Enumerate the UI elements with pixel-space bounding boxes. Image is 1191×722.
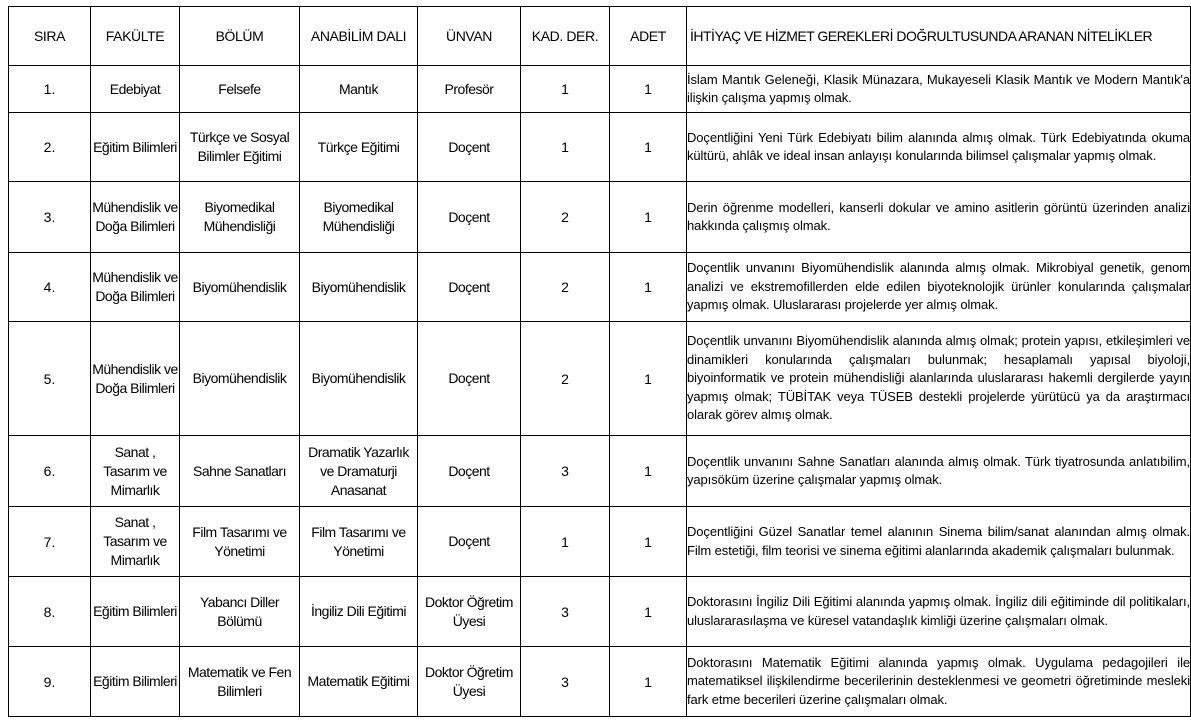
cell-sira: 8. xyxy=(9,577,91,647)
cell-nitelikler: Doçentlik unvanını Biyomühendislik alanında almış olmak. Mikrobiyal genetik, genom analizi ve ekstremofillerden elde edilen biyoteknolojik ürünler konularında çalışmalar yapmış olmak. Uluslararası projelerde yer almış olmak. xyxy=(687,253,1191,322)
cell-adet: 1 xyxy=(610,647,687,717)
cell-sira: 4. xyxy=(9,253,91,322)
table-row xyxy=(9,647,1191,717)
cell-sira: 1. xyxy=(9,66,91,113)
cell-fakulte: Sanat , Tasarım ve Mimarlık xyxy=(91,436,180,507)
cell-sira: 5. xyxy=(9,322,91,436)
cell-fakulte: Eğitim Bilimleri xyxy=(91,647,180,717)
cell-adet: 1 xyxy=(610,436,687,507)
cell-adet: 1 xyxy=(610,507,687,577)
cell-fakulte: Sanat , Tasarım ve Mimarlık xyxy=(91,507,180,577)
cell-unvan: Doçent xyxy=(418,322,521,436)
cell-anabilim-dali: İngiliz Dili Eğitimi xyxy=(300,577,418,647)
cell-kadro-derecesi: 1 xyxy=(521,507,610,577)
header-sira: SIRA xyxy=(9,7,91,66)
cell-fakulte: Eğitim Bilimleri xyxy=(91,113,180,182)
cell-fakulte: Edebiyat xyxy=(91,66,180,113)
cell-fakulte: Mühendislik ve Doğa Bilimleri xyxy=(91,322,180,436)
cell-nitelikler: Doçentliğini Güzel Sanatlar temel alanının Sinema bilim/sanat alanından almış olmak. Film estetiği, film teorisi ve sinema eğitimi alanlarında akademik çalışmaları bulunmak. xyxy=(687,507,1191,577)
cell-kadro-derecesi: 3 xyxy=(521,436,610,507)
cell-nitelikler: Doçentliğini Yeni Türk Edebiyatı bilim alanında almış olmak. Türk Edebiyatında okuma kültürü, ahlâk ve ideal insan anlayışı konularında bilimsel çalışmalar yapmış olmak. xyxy=(687,113,1191,182)
cell-bolum: Biyomühendislik xyxy=(180,253,300,322)
cell-sira: 9. xyxy=(9,647,91,717)
cell-kadro-derecesi: 2 xyxy=(521,322,610,436)
cell-nitelikler: Doktorasını İngiliz Dili Eğitimi alanında yapmış olmak. İngiliz dili eğitiminde dil politikaları, uluslararasılaşma ve küresel vatandaşlık kimliği üzerine çalışmaları olmak. xyxy=(687,577,1191,647)
header-fakulte: FAKÜLTE xyxy=(91,7,180,66)
table-row xyxy=(9,182,1191,253)
cell-bolum: Sahne Sanatları xyxy=(180,436,300,507)
cell-anabilim-dali: Biyomedikal Mühendisliği xyxy=(300,182,418,253)
cell-unvan: Doçent xyxy=(418,436,521,507)
header-kadro-derecesi: KAD. DER. xyxy=(521,7,610,66)
cell-fakulte: Eğitim Bilimleri xyxy=(91,577,180,647)
cell-kadro-derecesi: 1 xyxy=(521,113,610,182)
cell-bolum: Felsefe xyxy=(180,66,300,113)
header-row xyxy=(9,7,1191,66)
cell-anabilim-dali: Film Tasarımı ve Yönetimi xyxy=(300,507,418,577)
table-row xyxy=(9,436,1191,507)
cell-sira: 3. xyxy=(9,182,91,253)
cell-bolum: Biyomühendislik xyxy=(180,322,300,436)
cell-bolum: Matematik ve Fen Bilimleri xyxy=(180,647,300,717)
cell-fakulte: Mühendislik ve Doğa Bilimleri xyxy=(91,253,180,322)
cell-adet: 1 xyxy=(610,113,687,182)
table-row xyxy=(9,253,1191,322)
cell-anabilim-dali: Dramatik Yazarlık ve Dramaturji Anasanat xyxy=(300,436,418,507)
cell-kadro-derecesi: 3 xyxy=(521,577,610,647)
cell-kadro-derecesi: 1 xyxy=(521,66,610,113)
cell-nitelikler: Derin öğrenme modelleri, kanserli dokular ve amino asitlerin görüntü üzerinden analizi hakkında çalışmış olmak. xyxy=(687,182,1191,253)
cell-unvan: Doçent xyxy=(418,113,521,182)
cell-nitelikler: İslam Mantık Geleneği, Klasik Münazara, Mukayeseli Klasik Mantık ve Modern Mantık'a ilişkin çalışma yapmış olmak. xyxy=(687,66,1191,113)
header-anabilim-dali: ANABİLİM DALI xyxy=(300,7,418,66)
cell-kadro-derecesi: 3 xyxy=(521,647,610,717)
cell-sira: 7. xyxy=(9,507,91,577)
cell-kadro-derecesi: 2 xyxy=(521,182,610,253)
cell-anabilim-dali: Biyomühendislik xyxy=(300,322,418,436)
cell-adet: 1 xyxy=(610,577,687,647)
cell-bolum: Yabancı Diller Bölümü xyxy=(180,577,300,647)
cell-anabilim-dali: Türkçe Eğitimi xyxy=(300,113,418,182)
job-postings-table xyxy=(8,6,1191,717)
cell-nitelikler: Doçentlik unvanını Biyomühendislik alanında almış olmak; protein yapısı, etkileşimleri ve dinamikleri konularında çalışmaları bulunmak; hesaplamalı yapısal biyoloji, biyoinformatik ve protein mühendisliği alanlarında uluslararası hakemli dergilerde yayın yapmış olmak; TÜBİTAK veya TÜSEB destekli projelerde yürütücü ya da araştırmacı olarak görev almış olmak. xyxy=(687,322,1191,436)
cell-anabilim-dali: Mantık xyxy=(300,66,418,113)
table-row xyxy=(9,113,1191,182)
cell-bolum: Film Tasarımı ve Yönetimi xyxy=(180,507,300,577)
table-row xyxy=(9,507,1191,577)
cell-anabilim-dali: Biyomühendislik xyxy=(300,253,418,322)
cell-unvan: Doçent xyxy=(418,253,521,322)
cell-unvan: Doçent xyxy=(418,507,521,577)
cell-kadro-derecesi: 2 xyxy=(521,253,610,322)
cell-sira: 2. xyxy=(9,113,91,182)
cell-unvan: Profesör xyxy=(418,66,521,113)
cell-unvan: Doçent xyxy=(418,182,521,253)
cell-adet: 1 xyxy=(610,322,687,436)
cell-unvan: Doktor Öğretim Üyesi xyxy=(418,577,521,647)
cell-nitelikler: Doktorasını Matematik Eğitimi alanında yapmış olmak. Uygulama pedagojileri ile matematiksel ilişkilendirme becerilerinin desteklenmesi ve geometri öğretiminde mesleki fark etme becerileri üzerine çalışmaları olmak. xyxy=(687,647,1191,717)
cell-fakulte: Mühendislik ve Doğa Bilimleri xyxy=(91,182,180,253)
cell-unvan: Doktor Öğretim Üyesi xyxy=(418,647,521,717)
cell-nitelikler: Doçentlik unvanını Sahne Sanatları alanında almış olmak. Türk tiyatrosunda anlatıbilim, yapısöküm üzerine çalışmalar yapmış olmak. xyxy=(687,436,1191,507)
table-row xyxy=(9,577,1191,647)
header-nitelikler: İHTİYAÇ VE HİZMET GEREKLERİ DOĞRULTUSUNDA ARANAN NİTELİKLER xyxy=(687,7,1191,66)
cell-sira: 6. xyxy=(9,436,91,507)
cell-bolum: Biyomedikal Mühendisliği xyxy=(180,182,300,253)
cell-adet: 1 xyxy=(610,253,687,322)
cell-anabilim-dali: Matematik Eğitimi xyxy=(300,647,418,717)
header-bolum: BÖLÜM xyxy=(180,7,300,66)
cell-adet: 1 xyxy=(610,66,687,113)
header-unvan: ÜNVAN xyxy=(418,7,521,66)
header-adet: ADET xyxy=(610,7,687,66)
table-row xyxy=(9,322,1191,436)
cell-bolum: Türkçe ve Sosyal Bilimler Eğitimi xyxy=(180,113,300,182)
table-row xyxy=(9,66,1191,113)
cell-adet: 1 xyxy=(610,182,687,253)
